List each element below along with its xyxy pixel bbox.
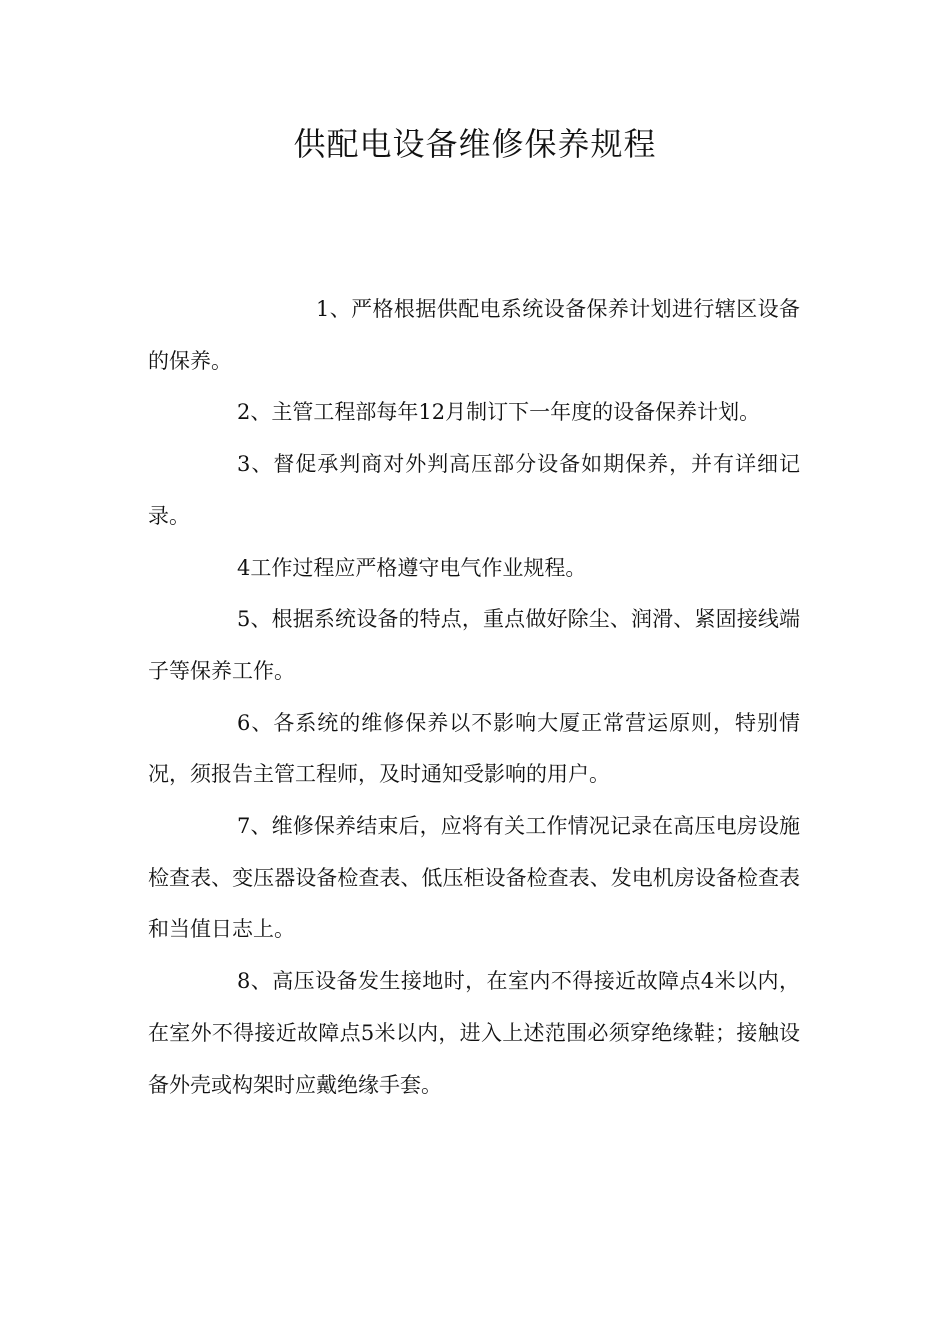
paragraph-8: 8、高压设备发生接地时，在室内不得接近故障点4米以内，在室外不得接近故障点5米以内，进入上述范围必须穿绝缘鞋；接触设备外壳或构架时应戴绝缘手套。 — [148, 969, 800, 1097]
paragraph-4: 4工作过程应严格遵守电气作业规程。 — [237, 555, 587, 580]
paragraph-7: 7、维修保养结束后，应将有关工作情况记录在高压电房设施检查表、变压器设备检查表、低压柜设备检查表、发电机房设备检查表和当值日志上。 — [148, 814, 800, 942]
paragraph-2: 2、主管工程部每年12月制订下一年度的设备保养计划。 — [237, 400, 761, 425]
paragraph-1: 1、严格根据供配电系统设备保养计划进行辖区设备的保养。 — [148, 297, 800, 373]
document-title: 供配电设备维修保养规程 — [293, 125, 657, 163]
document-body — [148, 284, 800, 1111]
paragraph-5: 5、根据系统设备的特点，重点做好除尘、润滑、紧固接线端子等保养工作。 — [148, 607, 800, 683]
paragraph-6: 6、各系统的维修保养以不影响大厦正常营运原则，特别情况，须报告主管工程师，及时通知受影响的用户。 — [148, 710, 800, 787]
paragraph-3: 3、督促承判商对外判高压部分设备如期保养，并有详细记录。 — [148, 452, 800, 528]
